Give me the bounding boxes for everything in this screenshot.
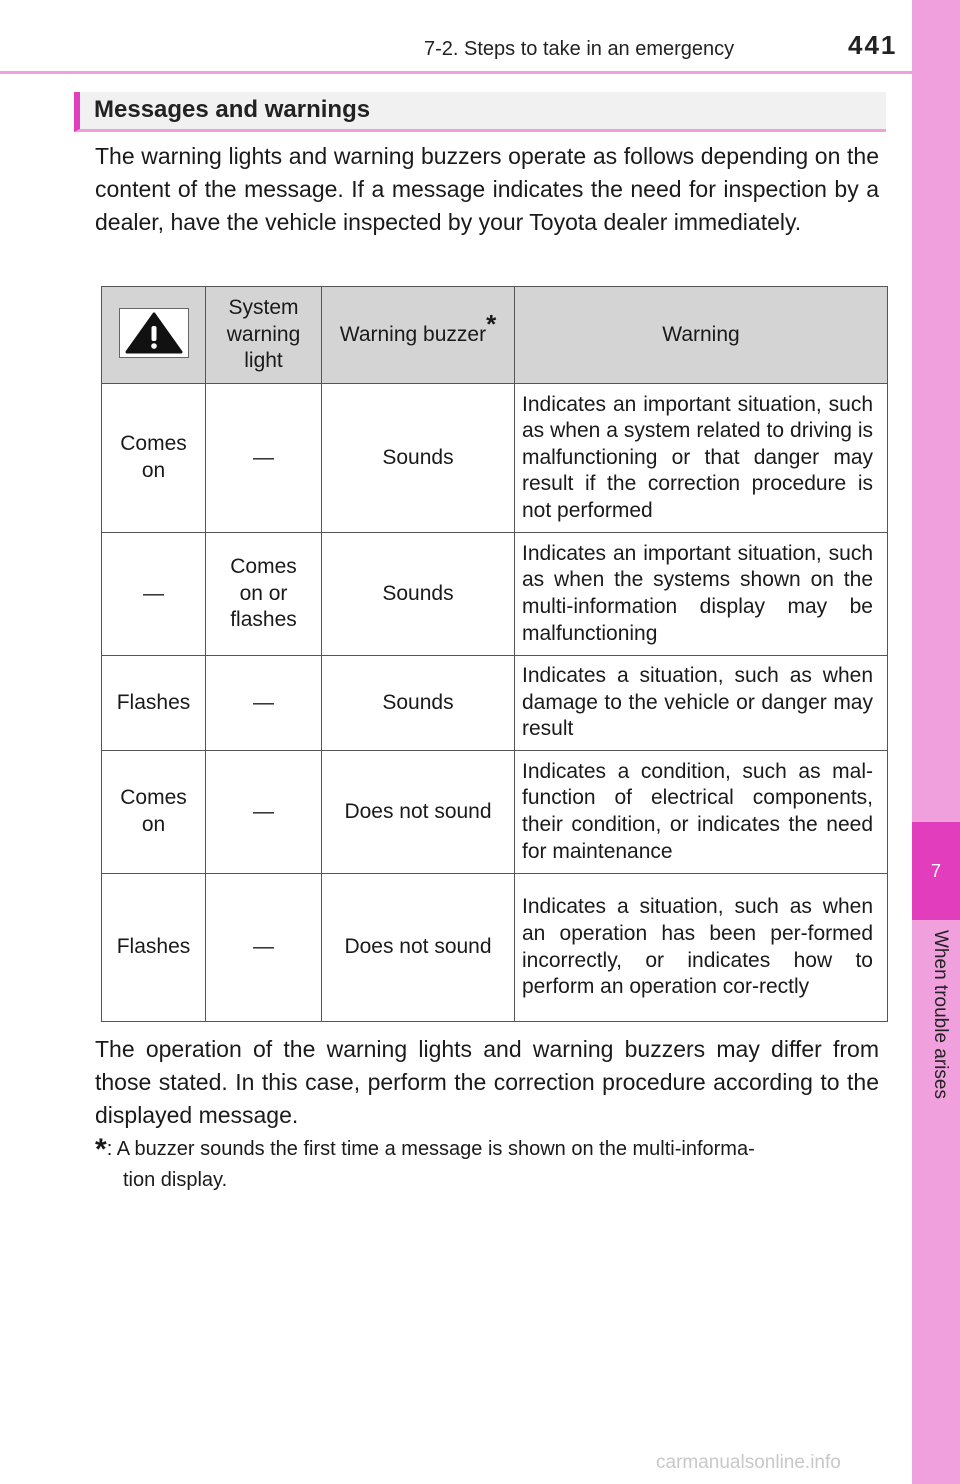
master-light-cell: Flashes bbox=[102, 656, 206, 751]
section-heading bbox=[74, 92, 886, 132]
running-head: 7-2. Steps to take in an emergency bbox=[424, 38, 735, 60]
warning-cell: Indicates a situation, such as when an operation has been per-formed incorrectly, or indicates how to perform an operation cor-rectly bbox=[515, 874, 888, 1022]
footnote bbox=[95, 1134, 879, 1195]
warning-triangle-icon bbox=[119, 308, 189, 358]
master-light-cell: Comes on bbox=[102, 751, 206, 874]
system-light-cell: Comes on or flashes bbox=[206, 533, 322, 656]
header-divider bbox=[0, 71, 912, 74]
chapter-title: When trouble arises bbox=[930, 930, 951, 1099]
chapter-number-box bbox=[912, 822, 960, 920]
warning-header: Warning bbox=[515, 287, 888, 384]
table-row bbox=[102, 384, 888, 533]
system-light-cell: — bbox=[206, 384, 322, 533]
side-tab bbox=[912, 0, 960, 1484]
page-number: 441 bbox=[848, 30, 898, 60]
closing-paragraph: The operation of the warning lights and warning buzzers may differ from those stated. In this case, perform the correction procedure according to the displayed message. bbox=[95, 1036, 879, 1128]
system-light-cell: — bbox=[206, 874, 322, 1022]
warning-table bbox=[101, 286, 888, 1022]
footnote-text-line1: : A buzzer sounds the first time a message is shown on the multi-informa- bbox=[106, 1138, 755, 1160]
section-title: Messages and warnings bbox=[94, 96, 371, 123]
system-light-header: System warning light bbox=[206, 287, 322, 384]
buzzer-cell: Sounds bbox=[322, 533, 515, 656]
master-light-cell: Flashes bbox=[102, 874, 206, 1022]
table-row bbox=[102, 874, 888, 1022]
warning-cell: Indicates an important situation, such as when the systems shown on the multi-information display may be malfunctioning bbox=[515, 533, 888, 656]
warning-cell: Indicates a situation, such as when damage to the vehicle or danger may result bbox=[515, 656, 888, 751]
master-light-cell: — bbox=[102, 533, 206, 656]
table-row bbox=[102, 533, 888, 656]
buzzer-footnote-marker: * bbox=[486, 308, 497, 339]
intro-paragraph: The warning lights and warning buzzers operate as follows depending on the content of the message. If a message indicates the need for inspection by a dealer, have the vehicle inspected by your Toyota dealer immediately. bbox=[95, 143, 879, 235]
buzzer-header bbox=[322, 287, 515, 384]
system-light-cell: — bbox=[206, 751, 322, 874]
buzzer-cell: Sounds bbox=[322, 656, 515, 751]
buzzer-cell: Does not sound bbox=[322, 874, 515, 1022]
buzzer-header-text: Warning buzzer bbox=[339, 322, 487, 346]
system-light-cell: — bbox=[206, 656, 322, 751]
table-row bbox=[102, 656, 888, 751]
footnote-marker: * bbox=[95, 1133, 107, 1166]
warning-cell: Indicates an important situation, such as when a system related to driving is malfunctioning or that danger may result if the correction procedure is not performed bbox=[515, 384, 888, 533]
table-row bbox=[102, 751, 888, 874]
buzzer-cell: Does not sound bbox=[322, 751, 515, 874]
table-header-row bbox=[102, 287, 888, 384]
watermark: carmanualsonline.info bbox=[656, 1452, 841, 1473]
chapter-number: 7 bbox=[930, 860, 941, 881]
buzzer-cell: Sounds bbox=[322, 384, 515, 533]
master-light-cell: Comes on bbox=[102, 384, 206, 533]
master-warning-header bbox=[102, 287, 206, 384]
footnote-text-line2: tion display. bbox=[123, 1169, 228, 1191]
warning-cell: Indicates a condition, such as mal-function of electrical components, their condition, or indicates the need for maintenance bbox=[515, 751, 888, 874]
